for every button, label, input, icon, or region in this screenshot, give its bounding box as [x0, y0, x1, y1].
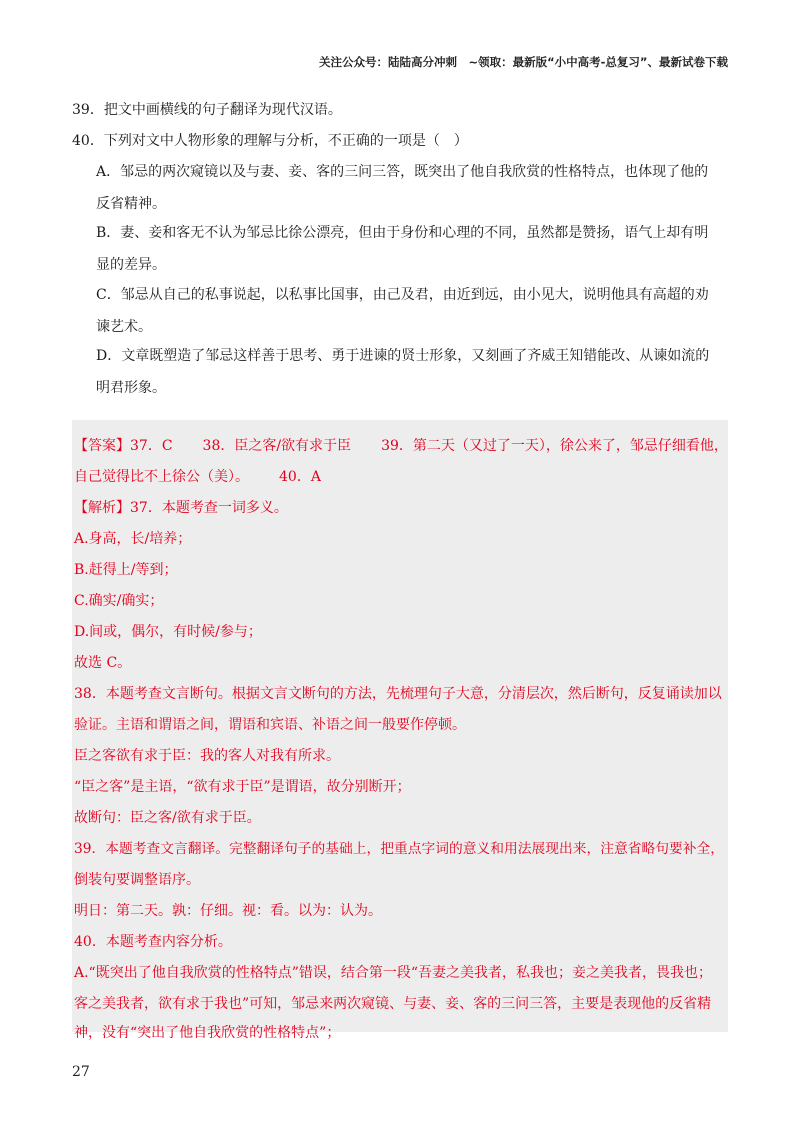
question-40: 40．下列对文中人物形象的理解与分析，不正确的一项是（ ）: [72, 133, 468, 149]
answer-39: 39．第二天（又过了一天），徐公来了，邹忌仔细看他，: [381, 438, 728, 454]
answer-39-cont: 自己觉得比不上徐公（美）。: [74, 469, 249, 485]
answer-line: [74, 437, 728, 455]
page-header: 关注公众号：陆陆高分冲刺 ~领取：最新版“小中高考-总复习”、最新试卷下载: [318, 55, 728, 69]
analysis-line: 38．本题考查文言断句。根据文言文断句的方法，先梳理句子大意，分清层次，然后断句，反复诵读加以: [74, 686, 722, 702]
analysis-line: 客之美我者，欲有求于我也”可知，邹忌来两次窥镜、与妻、妾、客的三问三答，主要是表现他的反省精: [74, 996, 712, 1012]
analysis-line: A.“既突出了他自我欣赏的性格特点”错误，结合第一段“吾妻之美我者，私我也；妾之美我者，畏我也；: [74, 965, 713, 981]
option-d: D．文章既塑造了邹忌这样善于思考、勇于进谏的贤士形象，又刻画了齐威王知错能改、从谏如流的: [96, 348, 710, 364]
analysis-line: 40．本题考查内容分析。: [74, 934, 232, 950]
analysis-line: 39．本题考查文言翻译。完整翻译句子的基础上，把重点字词的意义和用法展现出来，注意省略句要补全，: [74, 841, 724, 857]
analysis-line: “臣之客”是主语，“欲有求于臣”是谓语，故分别断开；: [74, 779, 411, 795]
answer-38: 38．臣之客/欲有求于臣: [202, 438, 352, 454]
analysis-line: 故选 C。: [74, 655, 132, 671]
analysis-line: 验证。主语和谓语之间，谓语和宾语、补语之间一般要作停顿。: [74, 717, 466, 733]
option-a-cont: 反省精神。: [96, 196, 166, 212]
analysis-line: 倒装句要调整语序。: [74, 872, 200, 888]
option-c: C．邹忌从自己的私事说起，以私事比国事，由己及君，由近到远，由小见大，说明他具有高超的劝: [96, 287, 709, 303]
answer-37: 37．C: [130, 438, 173, 454]
option-d-cont: 明君形象。: [96, 380, 166, 396]
analysis-line: 神，没有“突出了他自我欣赏的性格特点”；: [74, 1025, 341, 1041]
analysis-line: 明日：第二天。孰：仔细。视：看。以为：认为。: [74, 903, 382, 919]
analysis-line: C.确实/确实；: [74, 593, 164, 609]
analysis-line: B.赶得上/等到；: [74, 562, 178, 578]
option-b: B．妻、妾和客无不认为邹忌比徐公漂亮，但由于身份和心理的不同，虽然都是赞扬，语气上却有明: [96, 225, 709, 241]
option-a: A．邹忌的两次窥镜以及与妻、妾、客的三问三答，既突出了他自我欣赏的性格特点，也体现了他的: [96, 164, 709, 180]
answer-40: 40．A: [279, 469, 321, 485]
question-39: 39．把文中画横线的句子翻译为现代汉语。: [72, 102, 342, 118]
answer-label: 【答案】: [74, 438, 130, 454]
analysis-line: 故断句：臣之客/欲有求于臣。: [74, 810, 261, 826]
option-c-cont: 谏艺术。: [96, 319, 152, 335]
page-number: 27: [72, 1064, 90, 1080]
analysis-line: D.间或，偶尔，有时候/参与；: [74, 624, 262, 640]
analysis-line: 【解析】37．本题考查一词多义。: [74, 500, 288, 516]
answer-line-2: [74, 468, 321, 486]
option-b-cont: 显的差异。: [96, 257, 166, 273]
analysis-line: A.身高，长/培养；: [74, 531, 192, 547]
analysis-line: 臣之客欲有求于臣：我的客人对我有所求。: [74, 748, 340, 764]
